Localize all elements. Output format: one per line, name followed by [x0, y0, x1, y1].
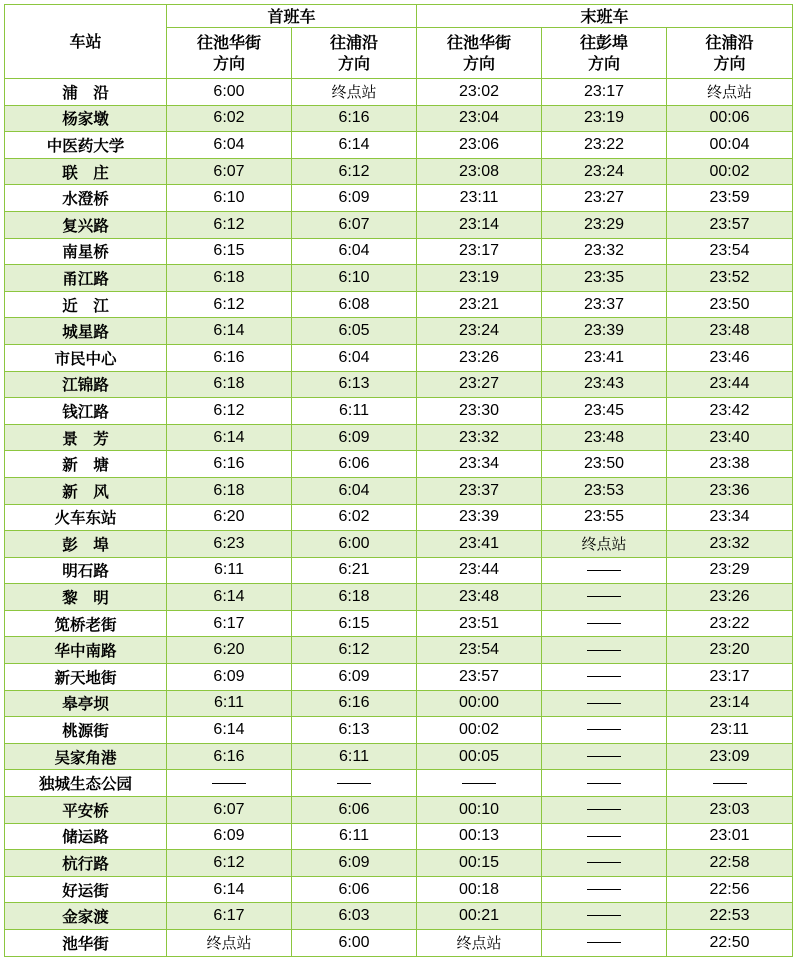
first-to-puyan-cell: 6:16 — [292, 690, 417, 717]
last-to-puyan-cell: 23:42 — [667, 398, 793, 425]
last-to-chihuajie-cell: 23:44 — [417, 557, 542, 584]
last-to-chihuajie-cell: 23:08 — [417, 158, 542, 185]
header-row-groups — [5, 5, 793, 28]
last-to-pengbu-cell: 23:50 — [542, 451, 667, 478]
last-to-chihuajie-cell: 23:37 — [417, 477, 542, 504]
table-row — [5, 105, 793, 132]
table-row — [5, 158, 793, 185]
last-to-puyan-cell: 23:59 — [667, 185, 793, 212]
last-to-chihuajie-cell: 23:06 — [417, 132, 542, 159]
station-cell: 市民中心 — [5, 344, 167, 371]
first-to-puyan-cell: 6:15 — [292, 610, 417, 637]
last-to-chihuajie-cell — [417, 770, 542, 797]
last-to-pengbu-cell — [542, 584, 667, 611]
last-to-chihuajie-cell: 23:27 — [417, 371, 542, 398]
table-row — [5, 823, 793, 850]
table-row — [5, 185, 793, 212]
last-to-pengbu-cell: 23:55 — [542, 504, 667, 531]
last-to-puyan-cell: 23:20 — [667, 637, 793, 664]
first-to-puyan-cell: 6:06 — [292, 876, 417, 903]
last-to-pengbu-cell — [542, 823, 667, 850]
last-to-pengbu-cell: 23:53 — [542, 477, 667, 504]
first-to-puyan-cell: 6:14 — [292, 132, 417, 159]
table-row — [5, 876, 793, 903]
station-cell: 甬江路 — [5, 265, 167, 292]
timetable-body — [5, 79, 793, 957]
first-to-chihuajie-cell — [167, 770, 292, 797]
table-row — [5, 690, 793, 717]
first-to-puyan-cell: 6:09 — [292, 424, 417, 451]
last-to-puyan-cell: 23:34 — [667, 504, 793, 531]
last-to-pengbu-cell: 23:48 — [542, 424, 667, 451]
station-cell: 城星路 — [5, 318, 167, 345]
last-to-chihuajie-cell: 00:02 — [417, 717, 542, 744]
station-cell: 南星桥 — [5, 238, 167, 265]
table-row — [5, 344, 793, 371]
first-to-chihuajie-cell: 6:16 — [167, 451, 292, 478]
last-to-puyan-cell: 22:58 — [667, 850, 793, 877]
first-to-chihuajie-cell: 6:14 — [167, 424, 292, 451]
no-service-dash — [587, 676, 621, 677]
last-to-pengbu-cell — [542, 743, 667, 770]
last-to-pengbu-cell — [542, 903, 667, 930]
station-cell: 吴家角港 — [5, 743, 167, 770]
first-to-puyan-cell: 6:09 — [292, 185, 417, 212]
last-to-pengbu-cell — [542, 770, 667, 797]
last-to-puyan-cell — [667, 770, 793, 797]
last-to-chihuajie-cell: 23:26 — [417, 344, 542, 371]
station-cell: 彭 埠 — [5, 531, 167, 558]
first-to-puyan-cell: 6:21 — [292, 557, 417, 584]
last-to-puyan-cell: 23:01 — [667, 823, 793, 850]
first-to-chihuajie-cell: 6:10 — [167, 185, 292, 212]
first-to-puyan-cell: 6:04 — [292, 477, 417, 504]
last-to-pengbu-cell: 23:29 — [542, 211, 667, 238]
station-cell: 池华街 — [5, 930, 167, 957]
last-to-chihuajie-cell: 23:41 — [417, 531, 542, 558]
table-row — [5, 79, 793, 106]
last-to-chihuajie-cell: 23:21 — [417, 291, 542, 318]
direction-header: 往浦沿 方向 — [667, 28, 793, 79]
table-row — [5, 265, 793, 292]
last-to-puyan-cell: 23:38 — [667, 451, 793, 478]
last-to-chihuajie-cell: 23:14 — [417, 211, 542, 238]
last-to-pengbu-cell — [542, 876, 667, 903]
last-to-puyan-cell: 22:56 — [667, 876, 793, 903]
no-service-dash — [337, 783, 371, 784]
last-to-pengbu-cell — [542, 664, 667, 691]
table-row — [5, 398, 793, 425]
first-to-chihuajie-cell: 6:12 — [167, 850, 292, 877]
first-to-chihuajie-cell: 6:20 — [167, 637, 292, 664]
first-to-chihuajie-cell: 6:12 — [167, 211, 292, 238]
first-to-chihuajie-cell: 6:12 — [167, 291, 292, 318]
last-to-pengbu-cell: 23:22 — [542, 132, 667, 159]
first-to-puyan-cell: 6:11 — [292, 823, 417, 850]
last-to-pengbu-cell — [542, 637, 667, 664]
no-service-dash — [587, 915, 621, 916]
table-row — [5, 584, 793, 611]
last-to-puyan-cell: 23:52 — [667, 265, 793, 292]
first-to-chihuajie-cell: 6:07 — [167, 797, 292, 824]
last-to-pengbu-cell: 23:17 — [542, 79, 667, 106]
first-to-puyan-cell: 6:04 — [292, 238, 417, 265]
table-row — [5, 132, 793, 159]
station-cell: 明石路 — [5, 557, 167, 584]
last-to-chihuajie-cell: 23:30 — [417, 398, 542, 425]
no-service-dash — [587, 570, 621, 571]
first-to-puyan-cell: 6:12 — [292, 158, 417, 185]
last-to-chihuajie-cell: 23:17 — [417, 238, 542, 265]
last-to-chihuajie-cell: 00:21 — [417, 903, 542, 930]
first-to-puyan-cell: 6:13 — [292, 717, 417, 744]
station-cell: 杨家墩 — [5, 105, 167, 132]
last-to-chihuajie-cell: 00:18 — [417, 876, 542, 903]
station-cell: 联 庄 — [5, 158, 167, 185]
first-to-puyan-cell: 6:06 — [292, 451, 417, 478]
last-to-puyan-cell: 00:06 — [667, 105, 793, 132]
last-to-puyan-cell: 22:53 — [667, 903, 793, 930]
last-to-puyan-cell: 22:50 — [667, 930, 793, 957]
first-to-chihuajie-cell: 6:18 — [167, 371, 292, 398]
table-row — [5, 211, 793, 238]
last-to-pengbu-cell: 23:32 — [542, 238, 667, 265]
no-service-dash — [462, 783, 496, 784]
table-row — [5, 504, 793, 531]
first-to-chihuajie-cell: 终点站 — [167, 930, 292, 957]
no-service-dash — [587, 703, 621, 704]
last-to-chihuajie-cell: 00:13 — [417, 823, 542, 850]
last-to-pengbu-cell: 23:43 — [542, 371, 667, 398]
last-to-puyan-cell: 23:57 — [667, 211, 793, 238]
first-to-puyan-cell: 6:16 — [292, 105, 417, 132]
first-to-puyan-cell: 6:00 — [292, 531, 417, 558]
last-to-chihuajie-cell: 23:19 — [417, 265, 542, 292]
last-to-chihuajie-cell: 23:24 — [417, 318, 542, 345]
no-service-dash — [587, 596, 621, 597]
last-to-puyan-cell: 23:17 — [667, 664, 793, 691]
first-to-chihuajie-cell: 6:20 — [167, 504, 292, 531]
table-row — [5, 797, 793, 824]
first-to-puyan-cell: 6:00 — [292, 930, 417, 957]
no-service-dash — [713, 783, 747, 784]
last-to-chihuajie-cell: 23:48 — [417, 584, 542, 611]
station-cell: 杭行路 — [5, 850, 167, 877]
first-to-puyan-cell: 6:02 — [292, 504, 417, 531]
table-row — [5, 664, 793, 691]
first-to-puyan-cell: 6:11 — [292, 398, 417, 425]
last-to-chihuajie-cell: 23:39 — [417, 504, 542, 531]
first-to-puyan-cell: 6:03 — [292, 903, 417, 930]
station-cell: 火车东站 — [5, 504, 167, 531]
last-to-chihuajie-cell: 23:32 — [417, 424, 542, 451]
station-cell: 新 塘 — [5, 451, 167, 478]
table-row — [5, 238, 793, 265]
no-service-dash — [587, 729, 621, 730]
first-to-chihuajie-cell: 6:11 — [167, 557, 292, 584]
last-to-puyan-cell: 00:04 — [667, 132, 793, 159]
first-to-puyan-cell: 6:11 — [292, 743, 417, 770]
last-to-chihuajie-cell: 23:51 — [417, 610, 542, 637]
last-to-puyan-cell: 23:40 — [667, 424, 793, 451]
last-to-pengbu-cell: 23:19 — [542, 105, 667, 132]
first-to-chihuajie-cell: 6:00 — [167, 79, 292, 106]
station-cell: 笕桥老街 — [5, 610, 167, 637]
first-to-chihuajie-cell: 6:16 — [167, 743, 292, 770]
direction-header: 往彭埠 方向 — [542, 28, 667, 79]
last-to-puyan-cell: 23:44 — [667, 371, 793, 398]
station-cell: 好运街 — [5, 876, 167, 903]
no-service-dash — [212, 783, 246, 784]
last-to-puyan-cell: 23:03 — [667, 797, 793, 824]
first-train-header: 首班车 — [167, 5, 417, 28]
table-row — [5, 371, 793, 398]
last-to-chihuajie-cell: 23:11 — [417, 185, 542, 212]
last-to-puyan-cell: 23:48 — [667, 318, 793, 345]
table-row — [5, 903, 793, 930]
table-row — [5, 770, 793, 797]
last-to-puyan-cell: 23:29 — [667, 557, 793, 584]
last-to-pengbu-cell: 终点站 — [542, 531, 667, 558]
no-service-dash — [587, 809, 621, 810]
first-to-puyan-cell: 6:05 — [292, 318, 417, 345]
first-to-puyan-cell: 终点站 — [292, 79, 417, 106]
first-to-chihuajie-cell: 6:14 — [167, 876, 292, 903]
station-cell: 皋亭坝 — [5, 690, 167, 717]
first-to-chihuajie-cell: 6:18 — [167, 265, 292, 292]
first-to-puyan-cell: 6:07 — [292, 211, 417, 238]
last-to-pengbu-cell — [542, 850, 667, 877]
last-to-puyan-cell: 23:11 — [667, 717, 793, 744]
table-row — [5, 477, 793, 504]
station-cell: 钱江路 — [5, 398, 167, 425]
last-to-puyan-cell: 23:32 — [667, 531, 793, 558]
table-row — [5, 291, 793, 318]
first-to-puyan-cell: 6:04 — [292, 344, 417, 371]
first-to-chihuajie-cell: 6:23 — [167, 531, 292, 558]
table-row — [5, 850, 793, 877]
no-service-dash — [587, 756, 621, 757]
no-service-dash — [587, 889, 621, 890]
table-row — [5, 717, 793, 744]
station-cell: 桃源街 — [5, 717, 167, 744]
first-to-chihuajie-cell: 6:17 — [167, 610, 292, 637]
last-to-chihuajie-cell: 23:54 — [417, 637, 542, 664]
station-cell: 金家渡 — [5, 903, 167, 930]
no-service-dash — [587, 623, 621, 624]
last-to-pengbu-cell: 23:45 — [542, 398, 667, 425]
last-to-puyan-cell: 23:36 — [667, 477, 793, 504]
station-cell: 江锦路 — [5, 371, 167, 398]
last-to-pengbu-cell — [542, 930, 667, 957]
last-to-puyan-cell: 23:54 — [667, 238, 793, 265]
last-to-puyan-cell: 23:14 — [667, 690, 793, 717]
station-cell: 中医药大学 — [5, 132, 167, 159]
last-to-pengbu-cell — [542, 717, 667, 744]
last-to-chihuajie-cell: 23:02 — [417, 79, 542, 106]
first-to-puyan-cell: 6:09 — [292, 664, 417, 691]
direction-header: 往池华街 方向 — [167, 28, 292, 79]
no-service-dash — [587, 862, 621, 863]
first-to-chihuajie-cell: 6:12 — [167, 398, 292, 425]
last-to-pengbu-cell: 23:41 — [542, 344, 667, 371]
last-to-puyan-cell: 23:22 — [667, 610, 793, 637]
first-to-chihuajie-cell: 6:11 — [167, 690, 292, 717]
first-to-puyan-cell: 6:13 — [292, 371, 417, 398]
first-to-chihuajie-cell: 6:09 — [167, 823, 292, 850]
first-to-chihuajie-cell: 6:07 — [167, 158, 292, 185]
table-row — [5, 451, 793, 478]
station-cell: 新天地街 — [5, 664, 167, 691]
station-cell: 储运路 — [5, 823, 167, 850]
last-to-chihuajie-cell: 00:15 — [417, 850, 542, 877]
last-to-chihuajie-cell: 终点站 — [417, 930, 542, 957]
station-cell: 平安桥 — [5, 797, 167, 824]
table-row — [5, 557, 793, 584]
last-train-header: 末班车 — [417, 5, 793, 28]
last-to-pengbu-cell — [542, 797, 667, 824]
station-cell: 近 江 — [5, 291, 167, 318]
first-to-puyan-cell: 6:06 — [292, 797, 417, 824]
table-row — [5, 930, 793, 957]
first-to-chihuajie-cell: 6:04 — [167, 132, 292, 159]
timetable-sheet — [4, 4, 792, 957]
table-row — [5, 318, 793, 345]
first-to-chihuajie-cell: 6:14 — [167, 318, 292, 345]
station-cell: 黎 明 — [5, 584, 167, 611]
station-cell: 浦 沿 — [5, 79, 167, 106]
last-to-pengbu-cell: 23:37 — [542, 291, 667, 318]
table-row — [5, 610, 793, 637]
last-to-pengbu-cell — [542, 690, 667, 717]
last-to-chihuajie-cell: 00:05 — [417, 743, 542, 770]
no-service-dash — [587, 942, 621, 943]
last-to-puyan-cell: 终点站 — [667, 79, 793, 106]
first-to-puyan-cell: 6:12 — [292, 637, 417, 664]
first-to-chihuajie-cell: 6:16 — [167, 344, 292, 371]
station-cell: 新 风 — [5, 477, 167, 504]
last-to-chihuajie-cell: 23:34 — [417, 451, 542, 478]
table-row — [5, 743, 793, 770]
station-cell: 复兴路 — [5, 211, 167, 238]
no-service-dash — [587, 783, 621, 784]
direction-header: 往浦沿 方向 — [292, 28, 417, 79]
no-service-dash — [587, 650, 621, 651]
station-header: 车站 — [5, 5, 167, 79]
first-to-chihuajie-cell: 6:14 — [167, 584, 292, 611]
table-row — [5, 531, 793, 558]
last-to-puyan-cell: 23:09 — [667, 743, 793, 770]
station-cell: 景 芳 — [5, 424, 167, 451]
last-to-puyan-cell: 00:02 — [667, 158, 793, 185]
last-to-pengbu-cell — [542, 557, 667, 584]
first-to-chihuajie-cell: 6:15 — [167, 238, 292, 265]
first-to-puyan-cell: 6:08 — [292, 291, 417, 318]
last-to-pengbu-cell: 23:39 — [542, 318, 667, 345]
first-to-puyan-cell: 6:18 — [292, 584, 417, 611]
timetable — [4, 4, 793, 957]
last-to-pengbu-cell: 23:24 — [542, 158, 667, 185]
first-to-chihuajie-cell: 6:14 — [167, 717, 292, 744]
last-to-puyan-cell: 23:50 — [667, 291, 793, 318]
first-to-chihuajie-cell: 6:17 — [167, 903, 292, 930]
first-to-chihuajie-cell: 6:09 — [167, 664, 292, 691]
first-to-chihuajie-cell: 6:02 — [167, 105, 292, 132]
last-to-chihuajie-cell: 00:00 — [417, 690, 542, 717]
direction-header: 往池华街 方向 — [417, 28, 542, 79]
last-to-pengbu-cell: 23:27 — [542, 185, 667, 212]
last-to-chihuajie-cell: 23:57 — [417, 664, 542, 691]
table-row — [5, 424, 793, 451]
first-to-puyan-cell: 6:09 — [292, 850, 417, 877]
table-row — [5, 637, 793, 664]
first-to-chihuajie-cell: 6:18 — [167, 477, 292, 504]
last-to-chihuajie-cell: 00:10 — [417, 797, 542, 824]
station-cell: 水澄桥 — [5, 185, 167, 212]
last-to-puyan-cell: 23:26 — [667, 584, 793, 611]
first-to-puyan-cell — [292, 770, 417, 797]
first-to-puyan-cell: 6:10 — [292, 265, 417, 292]
last-to-pengbu-cell: 23:35 — [542, 265, 667, 292]
last-to-puyan-cell: 23:46 — [667, 344, 793, 371]
station-cell: 独城生态公园 — [5, 770, 167, 797]
last-to-pengbu-cell — [542, 610, 667, 637]
last-to-chihuajie-cell: 23:04 — [417, 105, 542, 132]
station-cell: 华中南路 — [5, 637, 167, 664]
no-service-dash — [587, 836, 621, 837]
